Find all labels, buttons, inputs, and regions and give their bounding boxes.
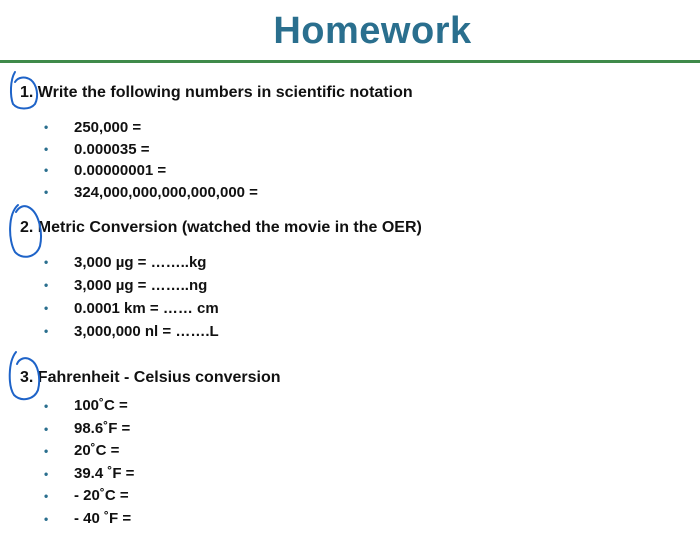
bullet-icon: • <box>44 444 49 458</box>
item-text: 100˚C = <box>74 397 128 414</box>
section-3-title: 3. Fahrenheit - Celsius conversion <box>20 369 281 386</box>
list-item <box>44 418 134 441</box>
bullet-icon: • <box>44 255 49 269</box>
list-item <box>44 297 219 320</box>
list-item <box>44 485 134 508</box>
bullet-icon: • <box>44 511 49 526</box>
item-text: 324,000,000,000,000,000 = <box>74 183 258 201</box>
bullet-icon: • <box>44 278 49 292</box>
item-text: 250,000 = <box>74 119 142 136</box>
bullet-icon: • <box>44 120 49 134</box>
bullet-icon: • <box>44 163 49 177</box>
slide-title: Homework <box>273 10 472 52</box>
bullet-icon: • <box>44 141 49 156</box>
bullet-icon: • <box>44 301 49 315</box>
list-item <box>44 251 219 274</box>
item-text: 0.0001 km = …… cm <box>74 300 219 317</box>
list-item <box>44 463 134 486</box>
section-1-list <box>44 117 258 203</box>
list-item <box>44 440 134 463</box>
item-text: 39.4 ˚F = <box>74 464 135 482</box>
bullet-icon: • <box>44 421 49 436</box>
bullet-icon: • <box>44 184 49 199</box>
item-text: 3,000,000 nl = …….L <box>74 323 219 340</box>
section-1-title: 1. Write the following numbers in scientific notation <box>20 84 413 101</box>
section-2-list <box>44 251 219 343</box>
item-text: 3,000 µg = ……..ng <box>74 277 208 294</box>
bullet-icon: • <box>44 466 49 481</box>
list-item <box>44 139 258 161</box>
list-item <box>44 182 258 204</box>
list-item <box>44 274 219 297</box>
item-text: 20˚C = <box>74 442 120 459</box>
bullet-icon: • <box>44 324 49 338</box>
title-divider <box>0 60 700 63</box>
item-text: 3,000 µg = ……..kg <box>74 254 207 271</box>
item-text: 98.6˚F = <box>74 419 131 437</box>
item-text: 0.00000001 = <box>74 162 167 179</box>
section-3-list <box>44 395 134 530</box>
list-item <box>44 508 134 531</box>
bullet-icon: • <box>44 489 49 503</box>
item-text: 0.000035 = <box>74 140 150 158</box>
item-text: - 40 ˚F = <box>74 509 132 527</box>
item-text: - 20˚C = <box>74 487 129 504</box>
list-item <box>44 395 134 418</box>
bullet-icon: • <box>44 399 49 413</box>
section-2-title: 2. Metric Conversion (watched the movie in the OER) <box>20 219 422 236</box>
list-item <box>44 320 219 343</box>
list-item <box>44 160 258 182</box>
list-item <box>44 117 258 139</box>
